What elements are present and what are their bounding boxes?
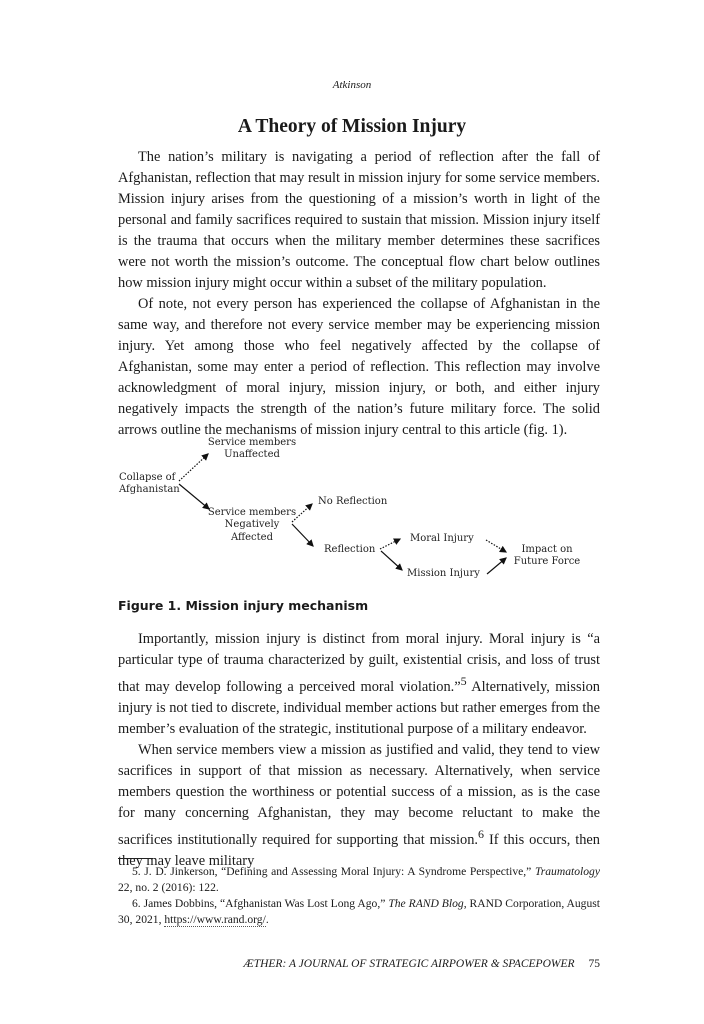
figure-caption: Figure 1. Mission injury mechanism <box>118 598 369 613</box>
node-no-reflection: No Reflection <box>318 496 388 507</box>
footnote-text: 22, no. 2 (2016): 122. <box>118 881 219 894</box>
footnote-5 <box>118 864 600 896</box>
footnote-divider <box>118 858 153 859</box>
node-negative-line2: Negatively <box>224 519 280 530</box>
solid-arrow <box>487 558 506 574</box>
node-negative-line3: Affected <box>230 532 274 543</box>
section-title: A Theory of Mission Injury <box>237 116 467 137</box>
paragraph: Of note, not every person has experienced the collapse of Afghanistan in the same way, and therefore not every service member may be experiencing mission injury. Yet among those who feel negatively affected by the collapse of Afghanistan, some may enter a period of reflection. This reflection may involve acknowledgment of moral injury, mission injury, or both, and either injury negatively impacts the strength of the nation’s future military force. The solid arrows outline the mechanisms of mission injury central to this article (fig. 1). <box>118 296 600 438</box>
dotted-arrow <box>380 539 400 549</box>
paragraph <box>118 740 600 872</box>
paragraph-text: Alternatively, mission injury is not tied to discrete, individual member actions but rather emerges from the member’s evaluation of the strategic, institutional purpose of a military endeavor. <box>118 678 600 737</box>
footnote-text: 6. James Dobbins, “Afghanistan Was Lost Long Ago,” <box>132 897 389 910</box>
node-collapse-line2: Afghanistan <box>119 484 180 495</box>
node-negative-line1: Service members <box>207 507 297 518</box>
dotted-arrow <box>486 540 506 552</box>
node-reflection: Reflection <box>324 544 376 555</box>
footnote-link[interactable]: https://www.rand.org/ <box>164 913 266 926</box>
footnote-ref[interactable]: 5 <box>460 674 467 688</box>
footnote-text: , RAND Corporation, August 30, 2021, <box>118 897 601 926</box>
node-unaffected-line1: Service members <box>207 437 297 448</box>
footnote-title: Traumatology <box>534 865 600 878</box>
footnote-ref[interactable]: 6 <box>478 826 485 841</box>
node-collapse-line1: Collapse of <box>119 472 176 483</box>
footnote-text: 5. J. D. Jinkerson, “Defining and Assessing Moral Injury: A Syndrome Perspective,” <box>132 865 535 878</box>
paragraph <box>118 629 600 740</box>
node-impact-line1: Impact on <box>521 544 573 555</box>
solid-arrow <box>381 551 402 570</box>
paragraph-text: When service members view a mission as justified and valid, they tend to view sacrifices in support of that mission as necessary. Alternatively, when service members question the worthiness or potential success of a mission, as is the case for many concerning Afghanistan, they may become reluctant to make the sacrifices institutionally required for supporting that mission. <box>118 741 600 848</box>
node-moral-injury: Moral Injury <box>410 533 474 544</box>
footnote-text: . <box>265 913 269 926</box>
page-footer <box>243 958 600 970</box>
paragraph: The nation’s military is navigating a period of reflection after the fall of Afghanistan, reflection that may result in mission injury for some service members. Mission injury arises from the questioning of a mission’s worth in light of the personal and family sacrifices required to sustain that mission. Mission injury itself is the trauma that occurs when the military member determines these sacrifices were not worth the mission’s outcome. The conceptual flow chart below outlines how mission injury might occur within a subset of the military population. <box>118 149 600 291</box>
solid-arrow <box>179 484 209 509</box>
footnote-6 <box>118 896 600 928</box>
dotted-arrow <box>179 454 208 481</box>
footnote-title: The RAND Blog <box>388 897 464 910</box>
page-number: 75 <box>588 958 600 970</box>
running-head: Atkinson <box>332 79 372 91</box>
node-impact-line2: Future Force <box>513 556 581 567</box>
solid-arrow <box>292 524 313 546</box>
paragraph-text: If this occurs, then they may leave military <box>118 831 601 869</box>
paragraph-text: Importantly, mission injury is distinct from moral injury. Moral injury is “a particular type of trauma characterized by guilt, existential crisis, and loss of trust that may develop following a perceived moral violation.” <box>118 631 600 695</box>
journal-name: ÆTHER: A JOURNAL OF STRATEGIC AIRPOWER & SPACEPOWER <box>243 958 575 970</box>
body-text-bottom <box>118 629 600 872</box>
node-mission-injury: Mission Injury <box>407 568 480 579</box>
footnotes <box>118 864 600 928</box>
node-unaffected-line2: Unaffected <box>224 449 280 460</box>
